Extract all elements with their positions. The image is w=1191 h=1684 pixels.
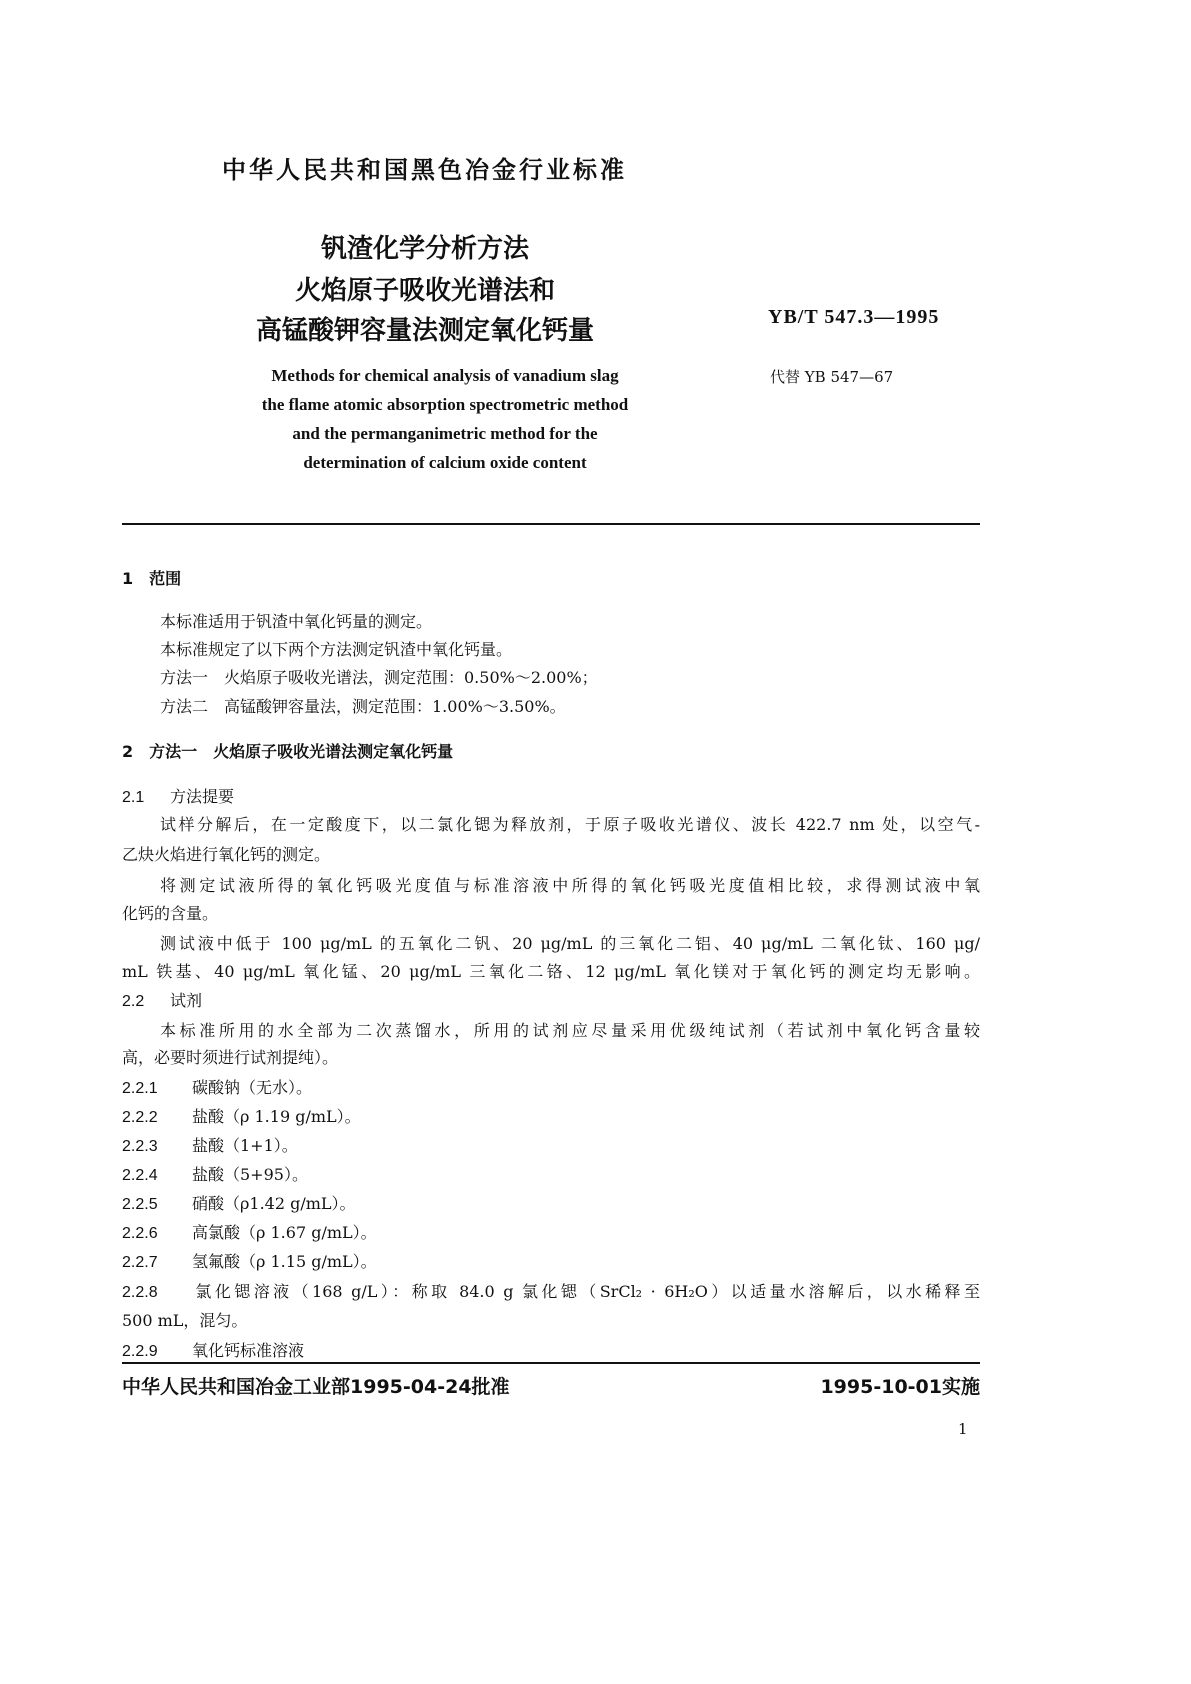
reagent-item (122, 1191, 356, 1214)
reagent-item (122, 1279, 980, 1302)
reagent-item-number: 2.2.1 (122, 1080, 158, 1097)
issuing-header: 中华人民共和国黑色冶金行业标准 (222, 156, 627, 184)
reagent-item (122, 1162, 308, 1185)
s1-line: 本标准适用于钒渣中氧化钙量的测定。 (160, 612, 433, 631)
s21-heading (122, 784, 234, 807)
reagent-item (122, 1338, 304, 1361)
reagent-item-text: 碳酸钠（无水）。 (192, 1078, 313, 1097)
approval-date: 中华人民共和国冶金工业部1995-04-24批准 (122, 1376, 510, 1398)
s22-title: 试剂 (170, 991, 203, 1010)
top-divider (122, 523, 980, 525)
reagent-item-text: 盐酸（1+1）。 (192, 1136, 298, 1155)
s21-title: 方法提要 (170, 787, 235, 806)
reagent-item-number: 2.2.6 (122, 1225, 158, 1242)
reagent-item-number: 2.2.7 (122, 1254, 158, 1271)
reagent-item-text: 氯化锶溶液（168 g/L）：称取 84.0 g 氯化锶（SrCl₂ · 6H₂O）以适量水溶解后，以水稀释至 (192, 1282, 980, 1301)
reagent-item (122, 1133, 298, 1156)
s21-p1b: 乙炔火焰进行氧化钙的测定。 (122, 845, 331, 864)
reagent-item-text: 盐酸（ρ 1.19 g/mL）。 (192, 1107, 361, 1126)
s21-num: 2.1 (122, 789, 145, 806)
standard-code: YB/T 547.3—1995 (768, 306, 940, 328)
english-title-4: determination of calcium oxide content (303, 453, 587, 472)
s21-p1a: 试样分解后，在一定酸度下，以二氯化锶为释放剂，于原子吸收光谱仪、波长 422.7 nm 处，以空气- (160, 815, 980, 834)
s22-heading (122, 988, 202, 1011)
footer-divider (122, 1362, 980, 1364)
title-line-3: 高锰酸钾容量法测定氧化钙量 (255, 316, 594, 346)
item-8-continuation: 500 mL，混匀。 (122, 1311, 248, 1330)
reagent-item-text: 硝酸（ρ1.42 g/mL）。 (192, 1194, 356, 1213)
replaces-note: 代替 YB 547—67 (770, 368, 894, 386)
s21-p3a: 测试液中低于 100 μg/mL 的五氧化二钒、20 μg/mL 的三氧化二铝、40 μg/mL 二氧化钛、160 μg/ (160, 934, 980, 953)
reagent-item-number: 2.2.9 (122, 1343, 158, 1360)
title-line-2: 火焰原子吸收光谱法和 (294, 276, 555, 306)
reagent-item-text: 氧化钙标准溶液 (192, 1341, 305, 1360)
reagent-item-number: 2.2.2 (122, 1109, 158, 1126)
reagent-item (122, 1104, 361, 1127)
section-2-heading: 2 方法一 火焰原子吸收光谱法测定氧化钙量 (122, 742, 454, 761)
english-title-1: Methods for chemical analysis of vanadium slag (271, 366, 619, 385)
s1-line: 方法二 高锰酸钾容量法，测定范围：1.00%～3.50%。 (160, 697, 566, 716)
reagent-item (122, 1075, 312, 1098)
reagent-item-number: 2.2.3 (122, 1138, 158, 1155)
reagent-item (122, 1249, 377, 1272)
reagent-item-text: 盐酸（5+95）。 (192, 1165, 308, 1184)
s22-num: 2.2 (122, 993, 145, 1010)
s1-line: 方法一 火焰原子吸收光谱法，测定范围：0.50%～2.00%； (160, 668, 598, 687)
page-number: 1 (958, 1420, 968, 1438)
title-line-1: 钒渣化学分析方法 (320, 234, 529, 264)
reagent-item-text: 氢氟酸（ρ 1.15 g/mL）。 (192, 1252, 377, 1271)
s21-p2a: 将测定试液所得的氧化钙吸光度值与标准溶液中所得的氧化钙吸光度值相比较，求得测试液中氧 (160, 876, 980, 895)
s1-line: 本标准规定了以下两个方法测定钒渣中氧化钙量。 (160, 640, 513, 659)
s21-p3b: mL 铁基、40 μg/mL 氧化锰、20 μg/mL 三氧化二铬、12 μg/mL 氧化镁对于氧化钙的测定均无影响。 (122, 962, 980, 981)
reagent-item-text: 高氯酸（ρ 1.67 g/mL）。 (192, 1223, 377, 1242)
english-title-2: the flame atomic absorption spectrometric method (261, 395, 629, 414)
effective-date: 1995-10-01实施 (820, 1376, 980, 1398)
reagent-item-number: 2.2.4 (122, 1167, 158, 1184)
reagent-item-number: 2.2.8 (122, 1284, 158, 1301)
english-title-3: and the permanganimetric method for the (292, 424, 598, 443)
s22-p1a: 本标准所用的水全部为二次蒸馏水，所用的试剂应尽量采用优级纯试剂（若试剂中氧化钙含量较 (160, 1021, 980, 1040)
section-1-heading: 1 范围 (122, 569, 182, 588)
s21-p2b: 化钙的含量。 (122, 904, 219, 923)
s22-p1b: 高，必要时须进行试剂提纯）。 (122, 1048, 339, 1067)
reagent-item (122, 1220, 377, 1243)
reagent-item-number: 2.2.5 (122, 1196, 158, 1213)
